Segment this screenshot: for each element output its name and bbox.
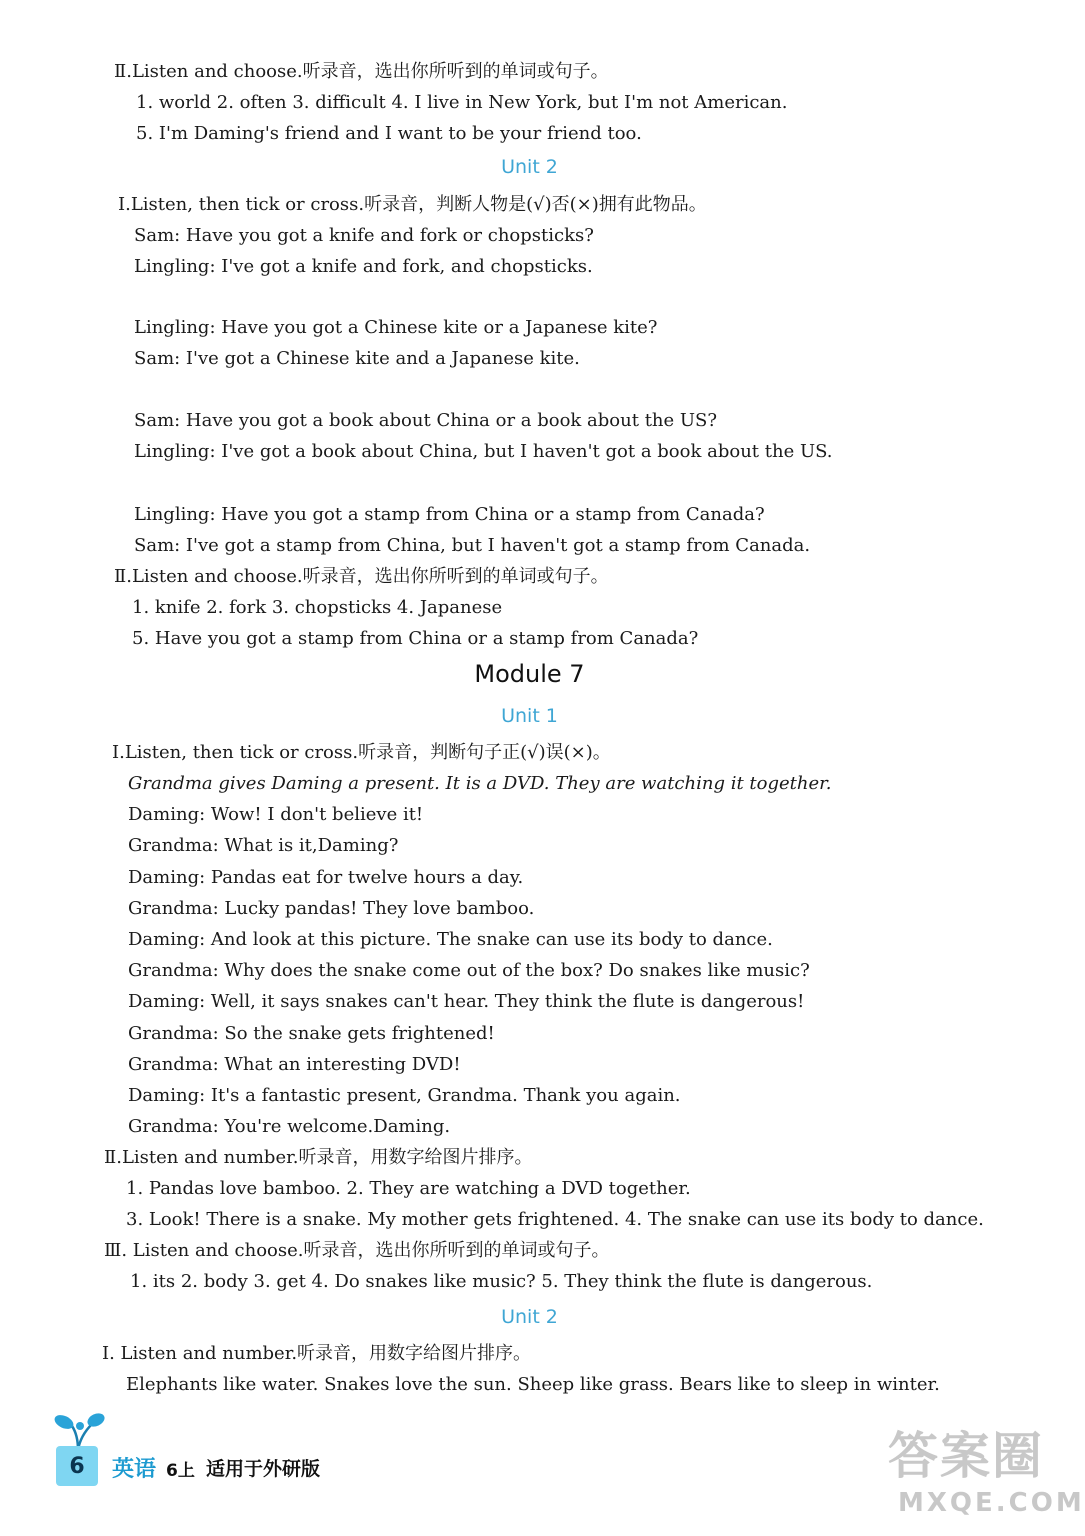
dialogue-line: Grandma: Lucky pandas! They love bamboo. — [128, 898, 535, 919]
dialogue-line: Lingling: I've got a knife and fork, and chopsticks. — [134, 256, 593, 277]
module-heading: Module 7 — [474, 660, 585, 688]
dialogue-line: Daming: Well, it says snakes can't hear. They think the flute is dangerous! — [128, 991, 805, 1012]
dialogue-line: Daming: Pandas eat for twelve hours a day. — [128, 867, 524, 888]
dialogue-line: Lingling: I've got a book about China, but I haven't got a book about the US. — [134, 441, 833, 462]
unit-heading: Unit 2 — [501, 1306, 558, 1328]
dialogue-line: Grandma: Why does the snake come out of the box? Do snakes like music? — [128, 960, 810, 981]
unit-heading: Unit 1 — [501, 705, 558, 727]
section-title: Ⅱ.Listen and choose.听录音，选出你所听到的单词或句子。 — [114, 566, 609, 587]
unit-heading: Unit 2 — [501, 156, 558, 178]
dialogue-line: Sam: I've got a Chinese kite and a Japanese kite. — [134, 348, 580, 369]
answer-line: 5. I'm Daming's friend and I want to be your friend too. — [136, 123, 642, 144]
dialogue-line: Sam: Have you got a knife and fork or chopsticks? — [134, 225, 594, 246]
intro-text: Grandma gives Daming a present. It is a DVD. They are watching it together. — [128, 773, 832, 794]
section-title: Ⅰ.Listen, then tick or cross.听录音，判断人物是(√)否(×)拥有此物品。 — [118, 194, 707, 215]
dialogue-line: Daming: It's a fantastic present, Grandma. Thank you again. — [128, 1085, 681, 1106]
dialogue-line: Grandma: You're welcome.Daming. — [128, 1116, 451, 1137]
dialogue-line: Daming: And look at this picture. The snake can use its body to dance. — [128, 929, 773, 950]
page-footer — [50, 1412, 390, 1492]
answer-line: 3. Look! There is a snake. My mother gets frightened. 4. The snake can use its body to dance. — [126, 1209, 984, 1230]
subject-label: 英语 — [112, 1457, 157, 1482]
page-number: 6 — [56, 1446, 98, 1486]
watermark-logo — [880, 1410, 1085, 1530]
watermark-url: MXQE.COM — [898, 1488, 1085, 1518]
answer-line: 5. Have you got a stamp from China or a stamp from Canada? — [132, 628, 699, 649]
section-title: Ⅰ. Listen and number.听录音，用数字给图片排序。 — [102, 1343, 532, 1364]
dialogue-line: Grandma: What is it,Daming? — [128, 835, 399, 856]
answer-line: 1. knife 2. fork 3. chopsticks 4. Japanese — [132, 597, 503, 618]
dialogue-line: Grandma: What an interesting DVD! — [128, 1054, 461, 1075]
section-title: Ⅱ.Listen and number.听录音，用数字给图片排序。 — [104, 1147, 533, 1168]
watermark-text: 答案圈 — [888, 1427, 1044, 1485]
dialogue-line: Sam: Have you got a book about China or a book about the US? — [134, 410, 718, 431]
dialogue-line: Sam: I've got a stamp from China, but I haven't got a stamp from Canada. — [134, 535, 811, 556]
section-title: Ⅲ. Listen and choose.听录音，选出你所听到的单词或句子。 — [104, 1240, 610, 1261]
section-title: Ⅰ.Listen, then tick or cross.听录音，判断句子正(√)误(×)。 — [112, 742, 611, 763]
grade-label: 6上 — [166, 1461, 195, 1481]
dialogue-line: Grandma: So the snake gets frightened! — [128, 1023, 495, 1044]
dialogue-line: Lingling: Have you got a stamp from China or a stamp from Canada? — [134, 504, 765, 525]
dialogue-line: Daming: Wow! I don't believe it! — [128, 804, 424, 825]
section-title: Ⅱ.Listen and choose.听录音，选出你所听到的单词或句子。 — [114, 61, 609, 82]
answer-line: 1. Pandas love bamboo. 2. They are watching a DVD together. — [126, 1178, 691, 1199]
answer-line: 1. world 2. often 3. difficult 4. I live in New York, but I'm not American. — [136, 92, 788, 113]
answer-line: Elephants like water. Snakes love the sun. Sheep like grass. Bears like to sleep in winter. — [126, 1374, 940, 1395]
edition-label: 适用于外研版 — [206, 1458, 321, 1480]
dialogue-line: Lingling: Have you got a Chinese kite or a Japanese kite? — [134, 317, 658, 338]
answer-line: 1. its 2. body 3. get 4. Do snakes like music? 5. They think the flute is dangerous. — [130, 1271, 873, 1292]
